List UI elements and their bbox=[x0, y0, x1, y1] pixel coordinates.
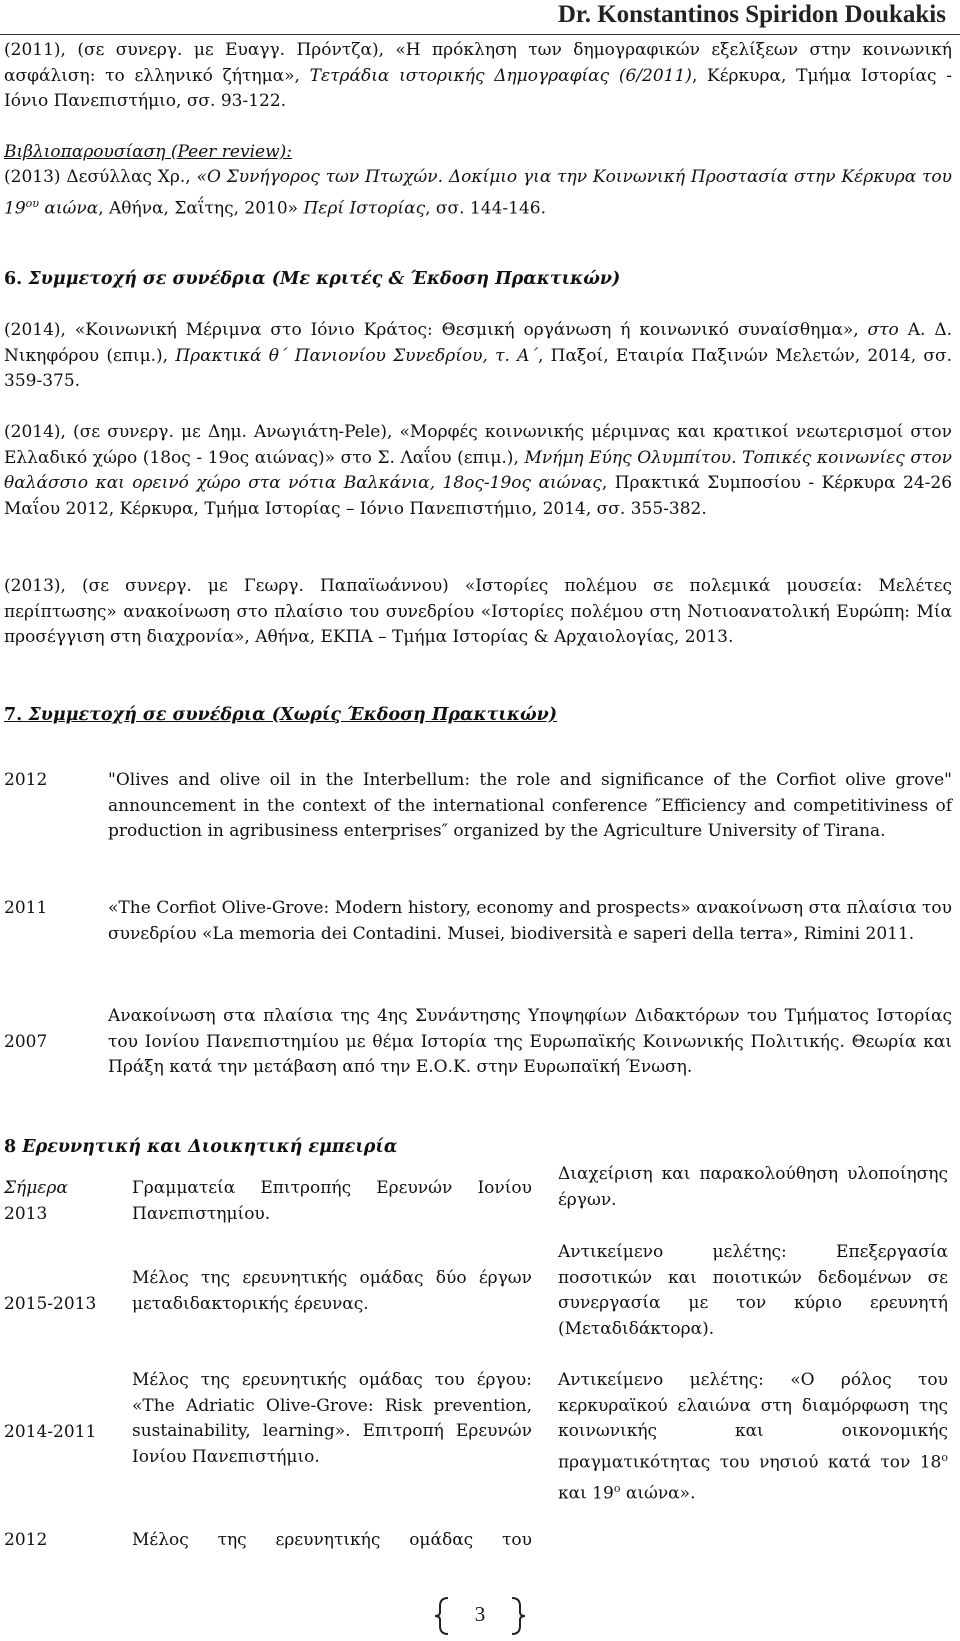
entry-title: «Ο Συνήγορος των Πτωχών. Δοκίμιο για την Κοινωνική Προστασία στην Κέρκυρα του 19 bbox=[4, 167, 952, 219]
date-cell: 2014-2011 bbox=[4, 1422, 97, 1442]
conference-entry-2014-a bbox=[4, 318, 952, 395]
entry-text: (2013) Δεσύλλας Χρ., bbox=[4, 167, 197, 187]
section-number: 7. bbox=[4, 705, 29, 725]
section-6-heading bbox=[4, 266, 620, 292]
entry-publisher: , Πρακτικά Συμποσίου - Κέρκυρα 24-26 Μαΐου 2012, Κέρκυρα, Τμήμα Ιστορίας – Ιόνιο Πανεπιστήμιο, 2014, σσ. 355-382. bbox=[4, 473, 953, 519]
year-label: 2012 bbox=[4, 770, 48, 790]
entry-proceedings: Μνήμη Εύης Ολυμπίτου. Τοπικές κοινωνίες στον θαλάσσιο και ορεινό χώρο στα νότια Βαλκάνια, 18ος-19ος αιώνας bbox=[4, 447, 952, 493]
superscript: ου bbox=[25, 196, 39, 210]
entry-title-end: αιώνα bbox=[38, 198, 99, 219]
entry-text: (2013), (σε συνεργ. με Γεωργ. Παπαϊωάννου) «Ιστορίες πολέμου σε πολεμικά μουσεία: Μελέτες περίπτωσης» ανακοίνωση στο πλαίσιο του συνεδρίου «Ιστορίες πολέμου στη Νοτιοανατολική Ευρώπη: Μία προσέγγιση στη διαχρονία», Αθήνα, ΕΚΠΑ – Τμήμα Ιστορίας & Αρχαιολογίας, 2013. bbox=[4, 576, 952, 647]
entry-pages: , σσ. 144-146. bbox=[425, 198, 546, 219]
entry-in: στο bbox=[867, 320, 899, 340]
entry-text: (2014), (σε συνεργ. με Δημ. Ανωγιάτη-Pele), «Μορφές κοινωνικής μέριμνας και κρατικοί νεωτερισμοί στον Ελλαδικό χώρο (18ος - 19ος αιώνας)» στο Σ. Λαΐου (επιμ.), bbox=[4, 422, 952, 468]
entry-proceedings: Πρακτικά θ΄ Πανιονίου Συνεδρίου, τ. Α΄ bbox=[175, 345, 538, 366]
date-cell: 2012 bbox=[4, 1530, 48, 1550]
conference-entry-2014-b bbox=[4, 420, 952, 522]
entry-publisher: , Αθήνα, Σαΐτης, 2010» bbox=[98, 198, 304, 219]
page-number: 3 bbox=[474, 1602, 486, 1626]
task-text: Αντικείμενο μελέτης: «Ο ρόλος του κερκυραϊκού ελαιώνα στη διαμόρφωση της κοινωνικής και οικονομικής πραγματικότητας του νησιού κατά τον 18 bbox=[558, 1370, 948, 1473]
page-header-title: Dr. Konstantinos Spiridon Doukakis bbox=[557, 1, 946, 28]
conference-note: "Olives and olive oil in the Interbellum: the role and significance of the Corfiot olive grove" announcement in the context of the international conference ″Efficiency and competitiviness of production in agribusiness enterprises″ organized by the Agriculture University of Tirana. bbox=[108, 770, 952, 841]
task-cell: Διαχείριση και παρακολούθηση υλοποίησης έργων. bbox=[558, 1164, 948, 1210]
date-present: Σήμερα bbox=[4, 1178, 68, 1198]
entry-text: (2011), (σε συνεργ. με Ευαγγ. Πρόντζα), «Η πρόκληση των δημογραφικών εξελίξεων στην κοινωνική ασφάλιση: το ελληνικό ζήτημα», bbox=[4, 40, 952, 86]
page-number-footer bbox=[432, 1596, 528, 1636]
role-cell: Γραμματεία Επιτροπής Ερευνών Ιονίου Πανεπιστημίου. bbox=[132, 1178, 532, 1224]
section-number: 6. bbox=[4, 269, 29, 289]
date-cell bbox=[4, 1176, 124, 1227]
role-cell: Μέλος της ερευνητικής ομάδας του bbox=[132, 1530, 532, 1550]
entry-publisher: , Παξοί, Εταιρία Παξινών Μελετών, 2014, σσ. 359-375. bbox=[4, 345, 952, 391]
role-cell: Μέλος της ερευνητικής ομάδας του έργου: «The Adriatic Olive-Grove: Risk prevention, sustainability, learning». Επιτροπή Ερευνών Ιονίου Πανεπιστήμιο. bbox=[132, 1370, 532, 1467]
entry-editor: Α. Δ. Νικηφόρου (επιμ.), bbox=[4, 320, 952, 366]
section-7-heading bbox=[4, 702, 557, 728]
conference-note: «The Corfiot Olive-Grove: Modern history, economy and prospects» ανακοίνωση στα πλαίσια του συνεδρίου «La memoria dei Contadini. Musei, biodiversità e saperi della terra», Rimini 2011. bbox=[108, 898, 952, 944]
task-text: αιώνα». bbox=[620, 1483, 696, 1504]
section-title: Ερευνητική και Διοικητική εμπειρία bbox=[22, 1137, 398, 1157]
date-cell: 2015-2013 bbox=[4, 1294, 97, 1314]
peer-review-heading: Βιβλιοπαρουσίαση (Peer review): bbox=[4, 142, 292, 162]
task-cell: Αντικείμενο μελέτης: Επεξεργασία ποσοτικών και ποιοτικών δεδομένων σε συνεργασία με τον κύριο ερευνητή (Μεταδιδάκτορα). bbox=[558, 1242, 948, 1339]
superscript: ο bbox=[613, 1481, 621, 1495]
header-rule bbox=[0, 34, 960, 35]
year-label: 2011 bbox=[4, 898, 48, 918]
task-text: και 19 bbox=[558, 1483, 614, 1504]
role-cell: Μέλος της ερευνητικής ομάδας δύο έργων μεταδιδακτορικής έρευνας. bbox=[132, 1268, 532, 1314]
year-label: 2007 bbox=[4, 1032, 48, 1052]
conference-note: Ανακοίνωση στα πλαίσια της 4ης Συνάντησης Υποψηφίων Διδακτόρων του Τμήματος Ιστορίας του Ιονίου Πανεπιστημίου με θέμα Ιστορία της Ευρωπαϊκής Κοινωνικής Πολιτικής. Θεωρία και Πράξη κατά την μετάβαση από την Ε.Ο.Κ. στην Ευρωπαϊκή Ένωση. bbox=[108, 1006, 952, 1077]
conference-entry-2013 bbox=[4, 574, 952, 651]
superscript: ο bbox=[941, 1450, 948, 1464]
publication-entry-2011 bbox=[4, 38, 952, 115]
entry-journal: Τετράδια ιστορικής Δημογραφίας (6/2011) bbox=[309, 65, 692, 86]
entry-text-end: , Κέρκυρα, Τμήμα Ιστορίας - Ιόνιο Πανεπιστήμιο, σσ. 93-122. bbox=[4, 65, 952, 111]
section-title: Συμμετοχή σε συνέδρια (Με κριτές & Έκδοση Πρακτικών) bbox=[28, 269, 621, 289]
entry-journal: Περί Ιστορίας bbox=[303, 198, 426, 219]
section-title: Συμμετοχή σε συνέδρια (Χωρίς Έκδοση Πρακτικών) bbox=[28, 705, 558, 725]
section-number: 8 bbox=[4, 1137, 23, 1157]
entry-text: (2014), «Κοινωνική Μέριμνα στο Ιόνιο Κράτος: Θεσμική οργάνωση ή κοινωνικό συναίσθημα», bbox=[4, 320, 868, 340]
peer-review-entry bbox=[4, 165, 952, 222]
task-cell bbox=[558, 1368, 948, 1507]
section-8-heading bbox=[4, 1134, 397, 1160]
date-start: 2013 bbox=[4, 1203, 48, 1224]
